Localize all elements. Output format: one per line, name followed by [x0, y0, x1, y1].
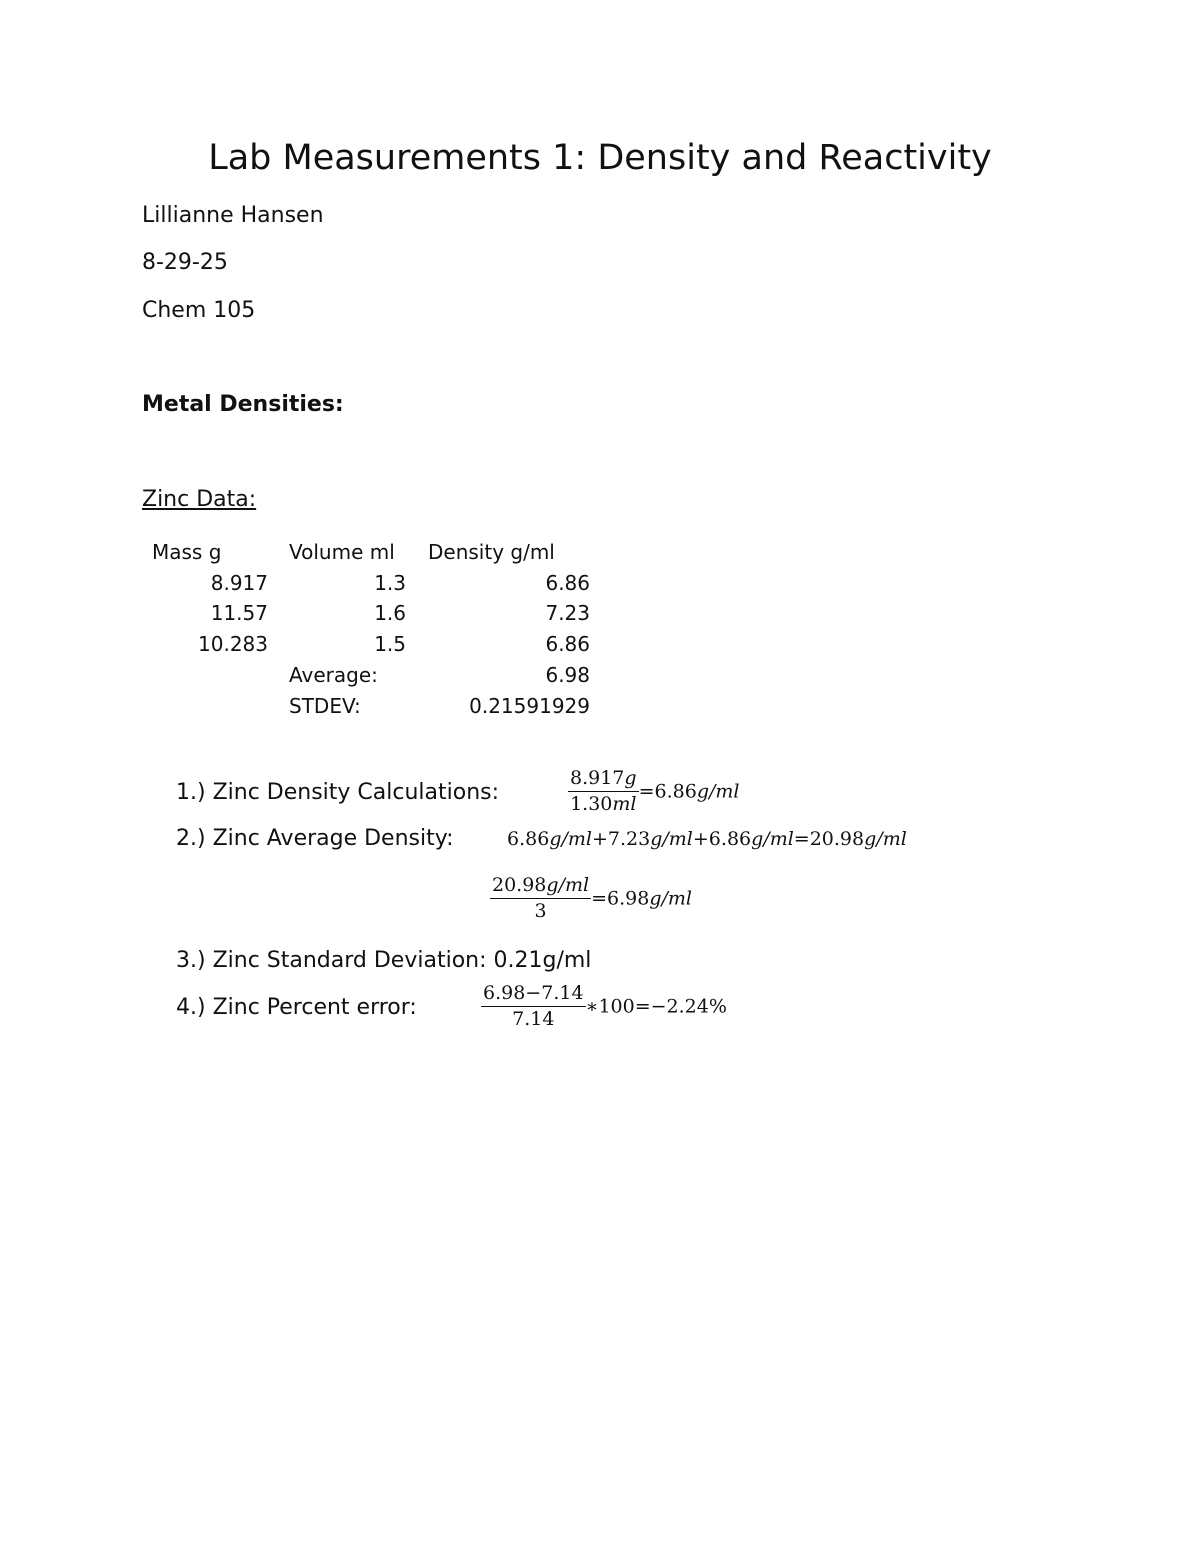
volume-unit: ml — [612, 793, 637, 815]
table-cell-volume: 1.6 — [374, 601, 406, 625]
table-cell-density: 7.23 — [545, 601, 590, 625]
sum-equation — [507, 828, 907, 850]
page-title: Lab Measurements 1: Density and Reactivity — [208, 138, 992, 178]
table-cell-density: 6.86 — [545, 571, 590, 595]
sum-total: =20.98 — [793, 828, 865, 850]
subsection-heading: Zinc Data: — [142, 487, 257, 512]
column-header-density: Density g/ml — [428, 540, 555, 564]
density-result: =6.86 — [638, 780, 697, 803]
average-label: Average: — [289, 663, 378, 687]
percent-error-equation — [481, 981, 727, 1032]
step-2-label: 2.) Zinc Average Density: — [176, 826, 454, 851]
step-4-label: 4.) Zinc Percent error: — [176, 995, 417, 1020]
density-result-unit: g/ml — [696, 780, 740, 803]
mass-value: 8.917 — [570, 767, 625, 789]
table-cell-volume: 1.3 — [374, 571, 406, 595]
sum-unit: g/ml — [751, 828, 794, 850]
average-numerator-unit: g/ml — [546, 874, 590, 896]
table-cell-density: 6.86 — [545, 632, 590, 656]
section-heading: Metal Densities: — [142, 392, 344, 417]
stdev-value: 0.21591929 — [469, 694, 590, 718]
column-header-mass: Mass g — [152, 540, 222, 564]
average-fraction — [490, 873, 591, 924]
average-result: =6.98 — [591, 887, 650, 910]
sum-term: +7.23 — [591, 828, 651, 850]
density-fraction — [568, 766, 639, 817]
percent-error-fraction — [481, 981, 586, 1032]
average-equation — [490, 873, 692, 924]
percent-error-numerator: 6.98−7.14 — [481, 981, 586, 1007]
volume-value: 1.30 — [570, 793, 613, 815]
average-denominator: 3 — [534, 900, 547, 922]
column-header-volume: Volume ml — [289, 540, 395, 564]
lab-date: 8-29-25 — [142, 250, 228, 275]
author-name: Lillianne Hansen — [142, 203, 324, 228]
average-numerator: 20.98 — [492, 874, 547, 896]
sum-total-unit: g/ml — [864, 828, 907, 850]
table-cell-mass: 10.283 — [198, 632, 268, 656]
table-cell-mass: 11.57 — [210, 601, 268, 625]
average-value: 6.98 — [545, 663, 590, 687]
sum-term: 6.86 — [507, 828, 550, 850]
step-1-label: 1.) Zinc Density Calculations: — [176, 780, 500, 805]
mass-unit: g — [624, 767, 637, 789]
percent-error-denominator: 7.14 — [512, 1008, 555, 1030]
sum-unit: g/ml — [549, 828, 592, 850]
density-equation — [568, 766, 739, 817]
percent-error-result: ∗100=−2.24% — [585, 995, 727, 1018]
table-cell-mass: 8.917 — [210, 571, 268, 595]
stdev-label: STDEV: — [289, 694, 361, 718]
step-3-text: 3.) Zinc Standard Deviation: 0.21g/ml — [176, 948, 592, 973]
course-name: Chem 105 — [142, 298, 256, 323]
sum-unit: g/ml — [650, 828, 693, 850]
sum-term: +6.86 — [692, 828, 752, 850]
average-result-unit: g/ml — [649, 887, 692, 910]
table-cell-volume: 1.5 — [374, 632, 406, 656]
